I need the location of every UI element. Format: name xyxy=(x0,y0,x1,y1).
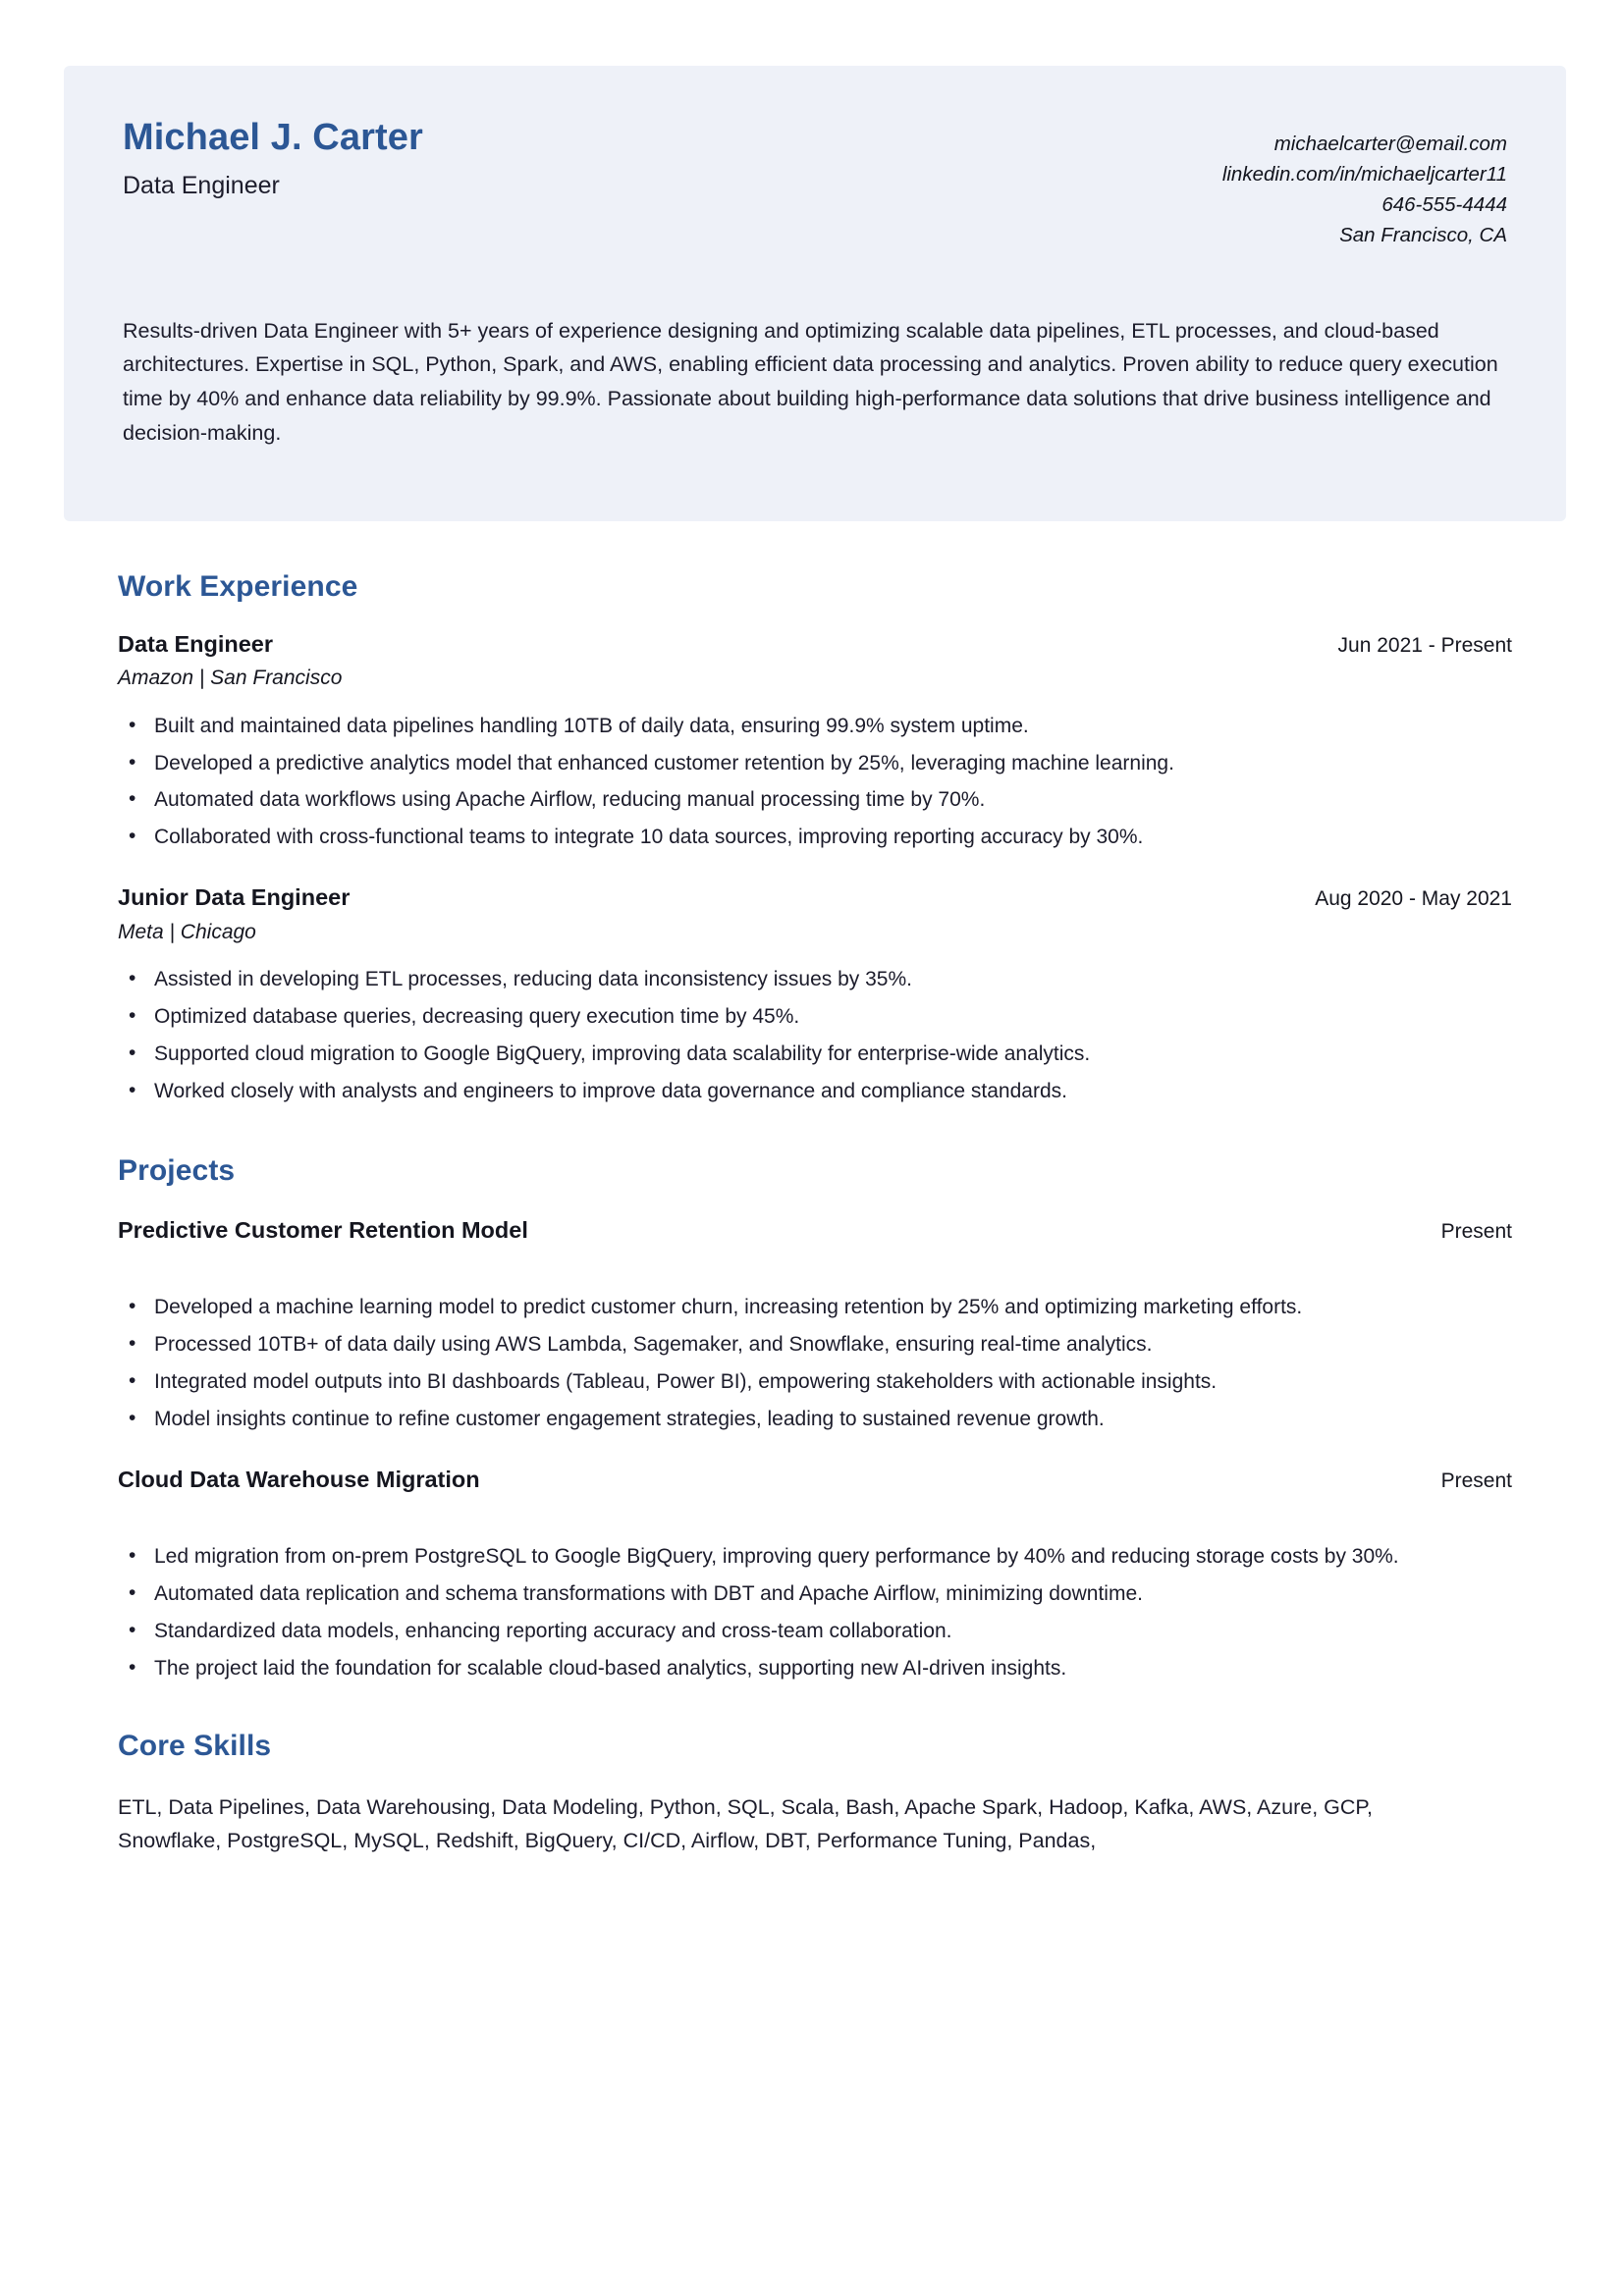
work-entry-role: Data Engineer xyxy=(118,631,274,657)
project-entry-name: Cloud Data Warehouse Migration xyxy=(118,1466,480,1492)
bullet-item: • Supported cloud migration to Google BigQuery, improving data scalability for enterprise-wide analytics. xyxy=(118,1039,1512,1070)
work-entry-company-location: Meta | Chicago xyxy=(118,920,256,943)
work-entry-role: Junior Data Engineer xyxy=(118,884,351,911)
bullet-item: • Standardized data models, enhancing reporting accuracy and cross-team collaboration. xyxy=(118,1616,1512,1647)
bullet-item: • Model insights continue to refine customer engagement strategies, leading to sustained revenue growth. xyxy=(118,1404,1512,1435)
contact-block xyxy=(1222,117,1507,251)
project-entry-bullets xyxy=(118,1541,1512,1684)
project-entry xyxy=(118,1216,1512,1435)
work-entry xyxy=(118,630,1512,853)
work-entry-bullets xyxy=(118,964,1512,1107)
work-entry-company-location: Amazon | San Francisco xyxy=(118,667,343,690)
contact-email[interactable]: michaelcarter@email.com xyxy=(1273,133,1507,155)
bullet-item: • Led migration from on-prem PostgreSQL to Google BigQuery, improving query performance by 40% and reducing storage costs by 30%. xyxy=(118,1541,1512,1573)
section-work-experience xyxy=(118,521,1512,1107)
contact-location: San Francisco, CA xyxy=(1339,224,1507,247)
header-top-row xyxy=(123,105,1507,251)
section-title-projects: Projects xyxy=(118,1153,236,1187)
bullet-item: • The project laid the foundation for scalable cloud-based analytics, supporting new AI-driven insights. xyxy=(118,1653,1512,1684)
section-projects xyxy=(118,1107,1512,1684)
work-entry xyxy=(118,883,1512,1106)
resume-body xyxy=(64,521,1566,1858)
section-core-skills xyxy=(118,1684,1512,1859)
work-entry-date: Jun 2021 - Present xyxy=(1337,634,1512,657)
identity-block xyxy=(123,117,423,200)
section-title-work-experience: Work Experience xyxy=(118,570,358,603)
project-entry-name: Predictive Customer Retention Model xyxy=(118,1216,528,1243)
bullet-item: • Automated data replication and schema transformations with DBT and Apache Airflow, minimizing downtime. xyxy=(118,1578,1512,1610)
bullet-item: • Assisted in developing ETL processes, reducing data inconsistency issues by 35%. xyxy=(118,964,1512,995)
bullet-item: • Worked closely with analysts and engineers to improve data governance and compliance standards. xyxy=(118,1076,1512,1107)
bullet-item: • Automated data workflows using Apache Airflow, reducing manual processing time by 70%. xyxy=(118,784,1512,816)
contact-linkedin[interactable]: linkedin.com/in/michaeljcarter11 xyxy=(1221,163,1507,187)
bullet-item: • Built and maintained data pipelines handling 10TB of daily data, ensuring 99.9% system uptime. xyxy=(118,711,1512,742)
work-entry-header xyxy=(118,883,1512,912)
resume-header-band xyxy=(64,66,1566,521)
project-entry-header xyxy=(118,1216,1512,1245)
project-entry xyxy=(118,1466,1512,1684)
candidate-job-title: Data Engineer xyxy=(123,171,280,199)
professional-summary: Results-driven Data Engineer with 5+ years of experience designing and optimizing scalable data pipelines, ETL processes, and cloud-based architectures. Expertise in SQL, Python, Spark, and AWS, enabling efficient data processing and analytics. Proven ability to reduce query execution time by 40% and enhance data reliability by 99.9%. Passionate about building high-performance data solutions that drive business intelligence and decision-making. xyxy=(123,318,1498,446)
bullet-item: • Developed a machine learning model to predict customer churn, increasing retention by 25% and optimizing marketing efforts. xyxy=(118,1292,1512,1323)
bullet-item: • Developed a predictive analytics model that enhanced customer retention by 25%, leveraging machine learning. xyxy=(118,748,1512,779)
work-entry-header xyxy=(118,630,1512,659)
project-entry-bullets xyxy=(118,1292,1512,1435)
bullet-item: • Collaborated with cross-functional teams to integrate 10 data sources, improving reporting accuracy by 30%. xyxy=(118,822,1512,853)
candidate-name: Michael J. Carter xyxy=(123,117,423,158)
section-title-core-skills: Core Skills xyxy=(118,1729,272,1762)
work-entry-date: Aug 2020 - May 2021 xyxy=(1315,887,1512,911)
project-entry-header xyxy=(118,1466,1512,1494)
project-entry-date: Present xyxy=(1440,1468,1512,1492)
bullet-item: • Optimized database queries, decreasing query execution time by 45%. xyxy=(118,1001,1512,1033)
bullet-item: • Integrated model outputs into BI dashboards (Tableau, Power BI), empowering stakeholders with actionable insights. xyxy=(118,1366,1512,1398)
core-skills-list: ETL, Data Pipelines, Data Warehousing, Data Modeling, Python, SQL, Scala, Bash, Apache Spark, Hadoop, Kafka, AWS, Azure, GCP, Snowflake, PostgreSQL, MySQL, Redshift, BigQuery, CI/CD, Airflow, DBT, Performance Tuning, Pandas, xyxy=(118,1794,1373,1853)
project-entry-date: Present xyxy=(1440,1219,1512,1243)
contact-phone[interactable]: 646-555-4444 xyxy=(1381,193,1507,217)
work-entry-bullets xyxy=(118,711,1512,854)
bullet-item: • Processed 10TB+ of data daily using AWS Lambda, Sagemaker, and Snowflake, ensuring real-time analytics. xyxy=(118,1329,1512,1361)
